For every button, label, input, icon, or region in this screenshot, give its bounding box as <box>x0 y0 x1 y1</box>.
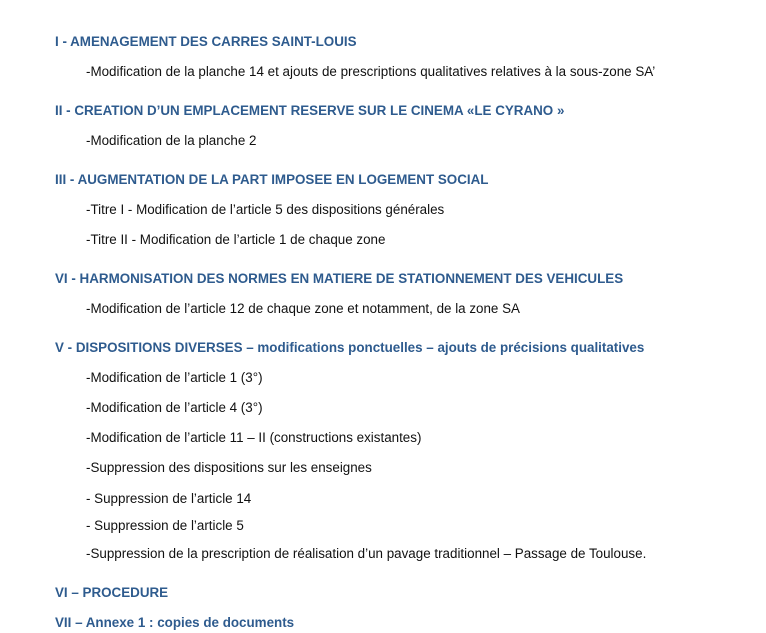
section-heading-3: III - AUGMENTATION DE LA PART IMPOSEE EN LOGEMENT SOCIAL <box>55 172 489 187</box>
list-item: - Suppression de l’article 5 <box>86 518 244 533</box>
list-item: -Titre II - Modification de l’article 1 de chaque zone <box>86 232 386 247</box>
section-heading-1: I - AMENAGEMENT DES CARRES SAINT-LOUIS <box>55 34 357 49</box>
section-heading-6: VI – PROCEDURE <box>55 585 169 600</box>
list-item: -Modification de l’article 11 – II (constructions existantes) <box>86 430 422 445</box>
section-heading-2: II - CREATION D’UN EMPLACEMENT RESERVE SUR LE CINEMA «LE CYRANO » <box>55 103 565 118</box>
list-item: -Titre I - Modification de l’article 5 des dispositions générales <box>86 202 445 217</box>
section-heading-7: VII – Annexe 1 : copies de documents <box>55 615 295 630</box>
list-item: -Modification de la planche 2 <box>86 133 257 148</box>
list-item: - Suppression de l’article 14 <box>86 491 252 506</box>
list-item: -Modification de la planche 14 et ajouts de prescriptions qualitatives relatives à la sous-zone SA’ <box>86 64 656 79</box>
list-item: -Modification de l’article 4 (3°) <box>86 400 263 415</box>
section-heading-5: V - DISPOSITIONS DIVERSES – modifications ponctuelles – ajouts de précisions qualitatives <box>55 340 645 355</box>
list-item: -Suppression des dispositions sur les enseignes <box>86 460 372 475</box>
list-item: -Suppression de la prescription de réalisation d’un pavage traditionnel – Passage de Toulouse. <box>86 546 647 561</box>
list-item: -Modification de l’article 1 (3°) <box>86 370 263 385</box>
list-item: -Modification de l’article 12 de chaque zone et notamment, de la zone SA <box>86 301 520 316</box>
section-heading-4: VI - HARMONISATION DES NORMES EN MATIERE DE STATIONNEMENT DES VEHICULES <box>55 271 624 286</box>
